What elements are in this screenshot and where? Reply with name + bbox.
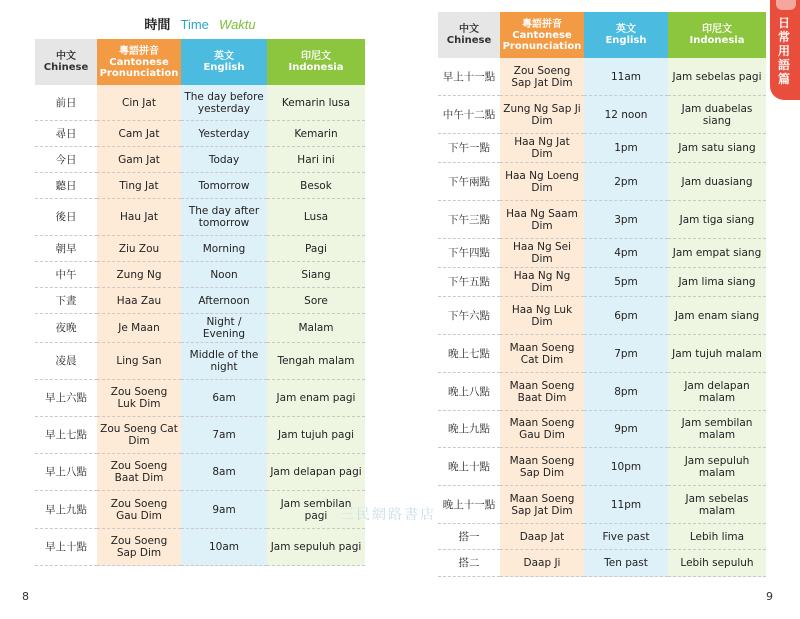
chinese-cell: 今日 — [35, 147, 97, 173]
section-title — [35, 14, 365, 33]
indonesia-cell: Lebih lima — [668, 524, 766, 550]
cantonese-cell: Zung Ng Sap Ji Dim — [500, 96, 584, 134]
chinese-cell: 下晝 — [35, 288, 97, 314]
cantonese-cell: Zou Soeng Gau Dim — [97, 491, 181, 529]
chinese-cell: 下午五點 — [438, 268, 500, 297]
table-row — [438, 297, 766, 335]
table-row — [438, 373, 766, 411]
english-cell: 10pm — [584, 448, 668, 486]
header-sublabel: Indonesia — [689, 35, 745, 46]
cantonese-cell: Zung Ng — [97, 262, 181, 288]
table-row — [438, 411, 766, 448]
table-row — [35, 85, 365, 121]
table-row — [35, 380, 365, 417]
header-english — [181, 39, 267, 85]
cantonese-cell: Zou Soeng Luk Dim — [97, 380, 181, 417]
table-row — [438, 58, 766, 96]
indonesia-cell: Jam lima siang — [668, 268, 766, 297]
cantonese-cell: Gam Jat — [97, 147, 181, 173]
chinese-cell: 尋日 — [35, 121, 97, 147]
indonesia-cell: Jam enam pagi — [267, 380, 365, 417]
indonesia-cell: Jam sepuluh pagi — [267, 529, 365, 566]
chinese-cell: 早上十一點 — [438, 58, 500, 96]
side-tab-cap — [776, 0, 796, 10]
table-row — [438, 163, 766, 201]
chinese-cell: 前日 — [35, 85, 97, 121]
chinese-cell: 下午六點 — [438, 297, 500, 335]
chinese-cell: 晚上十一點 — [438, 486, 500, 524]
table-row — [35, 491, 365, 529]
english-cell: 6am — [181, 380, 267, 417]
indonesia-cell: Jam empat siang — [668, 239, 766, 268]
chinese-cell: 早上九點 — [35, 491, 97, 529]
english-cell: Tomorrow — [181, 173, 267, 199]
table-row — [438, 335, 766, 373]
chinese-cell: 夜晚 — [35, 314, 97, 343]
english-cell: 7am — [181, 417, 267, 454]
header-label: 印尼文 — [702, 24, 732, 35]
table-row — [438, 524, 766, 550]
indonesia-cell: Lusa — [267, 199, 365, 236]
table-row — [35, 343, 365, 380]
cantonese-cell: Zou Soeng Sap Dim — [97, 529, 181, 566]
table-body — [35, 85, 365, 566]
english-cell: Middle of the night — [181, 343, 267, 380]
cantonese-cell: Maan Soeng Gau Dim — [500, 411, 584, 448]
table-row — [438, 96, 766, 134]
cantonese-cell: Ling San — [97, 343, 181, 380]
indonesia-cell: Jam enam siang — [668, 297, 766, 335]
chinese-cell: 下午四點 — [438, 239, 500, 268]
indonesia-cell: Jam satu siang — [668, 134, 766, 163]
indonesia-cell: Sore — [267, 288, 365, 314]
cantonese-cell: Ziu Zou — [97, 236, 181, 262]
english-cell: 2pm — [584, 163, 668, 201]
header-indonesia — [668, 12, 766, 58]
indonesia-cell: Jam sebelas malam — [668, 486, 766, 524]
english-cell: Yesterday — [181, 121, 267, 147]
indonesia-cell: Siang — [267, 262, 365, 288]
header-cantonese — [500, 12, 584, 58]
table-row — [438, 448, 766, 486]
header-sublabel: English — [203, 62, 245, 73]
header-label: 英文 — [214, 51, 234, 62]
table-header — [35, 39, 365, 85]
indonesia-cell: Kemarin — [267, 121, 365, 147]
cantonese-cell: Haa Ng Luk Dim — [500, 297, 584, 335]
table-row — [35, 121, 365, 147]
vocabulary-table-right — [438, 12, 766, 577]
english-cell: Night / Evening — [181, 314, 267, 343]
table-row — [35, 236, 365, 262]
chinese-cell: 晚上九點 — [438, 411, 500, 448]
english-cell: The day after tomorrow — [181, 199, 267, 236]
cantonese-cell: Haa Ng Jat Dim — [500, 134, 584, 163]
header-sublabel: Chinese — [446, 35, 492, 46]
cantonese-cell: Haa Ng Sei Dim — [500, 239, 584, 268]
table-row — [35, 314, 365, 343]
chinese-cell: 搭一 — [438, 524, 500, 550]
indonesia-cell: Lebih sepuluh — [668, 550, 766, 577]
english-cell: 11pm — [584, 486, 668, 524]
cantonese-cell: Maan Soeng Baat Dim — [500, 373, 584, 411]
indonesia-cell: Kemarin lusa — [267, 85, 365, 121]
header-label: 英文 — [616, 24, 636, 35]
indonesia-cell: Pagi — [267, 236, 365, 262]
indonesia-cell: Jam tiga siang — [668, 201, 766, 239]
title-english: Time — [180, 17, 209, 32]
table-body — [438, 58, 766, 577]
english-cell: Noon — [181, 262, 267, 288]
header-chinese — [35, 39, 97, 85]
header-label: 粵語拼音 — [522, 18, 562, 30]
cantonese-cell: Zou Soeng Baat Dim — [97, 454, 181, 491]
english-cell: 5pm — [584, 268, 668, 297]
english-cell: 7pm — [584, 335, 668, 373]
chinese-cell: 晚上十點 — [438, 448, 500, 486]
table-row — [35, 417, 365, 454]
cantonese-cell: Zou Soeng Cat Dim — [97, 417, 181, 454]
cantonese-cell: Haa Ng Loeng Dim — [500, 163, 584, 201]
header-sublabel: English — [605, 35, 647, 46]
indonesia-cell: Besok — [267, 173, 365, 199]
indonesia-cell: Hari ini — [267, 147, 365, 173]
chinese-cell: 晚上八點 — [438, 373, 500, 411]
cantonese-cell: Daap Ji — [500, 550, 584, 577]
header-sublabel: Indonesia — [288, 62, 344, 73]
cantonese-cell: Je Maan — [97, 314, 181, 343]
indonesia-cell: Jam duabelas siang — [668, 96, 766, 134]
chinese-cell: 下午三點 — [438, 201, 500, 239]
table-row — [438, 550, 766, 577]
indonesia-cell: Malam — [267, 314, 365, 343]
english-cell: Today — [181, 147, 267, 173]
english-cell: Ten past — [584, 550, 668, 577]
indonesia-cell: Jam sembilan pagi — [267, 491, 365, 529]
english-cell: The day before yesterday — [181, 85, 267, 121]
cantonese-cell: Maan Soeng Sap Jat Dim — [500, 486, 584, 524]
cantonese-cell: Cam Jat — [97, 121, 181, 147]
header-label: 粵語拼音 — [119, 45, 159, 57]
cantonese-cell: Haa Ng Ng Dim — [500, 268, 584, 297]
table-row — [35, 454, 365, 491]
header-english — [584, 12, 668, 58]
chinese-cell: 下午一點 — [438, 134, 500, 163]
cantonese-cell: Maan Soeng Sap Dim — [500, 448, 584, 486]
table-row — [438, 268, 766, 297]
english-cell: 11am — [584, 58, 668, 96]
cantonese-cell: Daap Jat — [500, 524, 584, 550]
table-row — [438, 134, 766, 163]
indonesia-cell: Tengah malam — [267, 343, 365, 380]
header-sublabel: Chinese — [43, 62, 89, 73]
table-row — [438, 201, 766, 239]
english-cell: 12 noon — [584, 96, 668, 134]
indonesia-cell: Jam delapan malam — [668, 373, 766, 411]
chinese-cell: 晚上七點 — [438, 335, 500, 373]
cantonese-cell: Ting Jat — [97, 173, 181, 199]
table-row — [438, 239, 766, 268]
english-cell: 8am — [181, 454, 267, 491]
table-row — [35, 262, 365, 288]
table-header — [438, 12, 766, 58]
chinese-cell: 凌晨 — [35, 343, 97, 380]
cantonese-cell: Haa Zau — [97, 288, 181, 314]
english-cell: 3pm — [584, 201, 668, 239]
english-cell: Afternoon — [181, 288, 267, 314]
english-cell: 9am — [181, 491, 267, 529]
chinese-cell: 中午 — [35, 262, 97, 288]
vocabulary-table-left — [35, 39, 365, 566]
header-sublabel: Cantonese Pronunciation — [99, 56, 179, 79]
header-label: 中文 — [459, 24, 479, 35]
english-cell: 8pm — [584, 373, 668, 411]
header-label: 中文 — [56, 51, 76, 62]
table-row — [35, 147, 365, 173]
section-side-tab[interactable] — [770, 0, 800, 100]
chinese-cell: 早上六點 — [35, 380, 97, 417]
chinese-cell: 聽日 — [35, 173, 97, 199]
english-cell: 1pm — [584, 134, 668, 163]
watermark-text: 三民網路書店 — [340, 507, 436, 523]
side-tab-label: 日常用語篇 — [778, 16, 791, 86]
english-cell: 6pm — [584, 297, 668, 335]
cantonese-cell: Hau Jat — [97, 199, 181, 236]
title-indonesian: Waktu — [219, 17, 256, 32]
chinese-cell: 搭二 — [438, 550, 500, 577]
chinese-cell: 早上八點 — [35, 454, 97, 491]
indonesia-cell: Jam delapan pagi — [267, 454, 365, 491]
right-page — [400, 0, 800, 619]
chinese-cell: 早上七點 — [35, 417, 97, 454]
indonesia-cell: Jam sebelas pagi — [668, 58, 766, 96]
chinese-cell: 後日 — [35, 199, 97, 236]
indonesia-cell: Jam tujuh pagi — [267, 417, 365, 454]
indonesia-cell: Jam sepuluh malam — [668, 448, 766, 486]
indonesia-cell: Jam tujuh malam — [668, 335, 766, 373]
table-row — [35, 199, 365, 236]
header-sublabel: Cantonese Pronunciation — [502, 29, 582, 52]
title-chinese: 時間 — [144, 18, 171, 33]
header-indonesia — [267, 39, 365, 85]
table-row — [438, 486, 766, 524]
header-chinese — [438, 12, 500, 58]
cantonese-cell: Zou Soeng Sap Jat Dim — [500, 58, 584, 96]
cantonese-cell: Maan Soeng Cat Dim — [500, 335, 584, 373]
page-number: 9 — [766, 590, 773, 603]
table-row — [35, 173, 365, 199]
table-row — [35, 529, 365, 566]
english-cell: 10am — [181, 529, 267, 566]
english-cell: Morning — [181, 236, 267, 262]
table-row — [35, 288, 365, 314]
header-cantonese — [97, 39, 181, 85]
indonesia-cell: Jam sembilan malam — [668, 411, 766, 448]
page-number: 8 — [22, 590, 29, 603]
cantonese-cell: Cin Jat — [97, 85, 181, 121]
chinese-cell: 下午兩點 — [438, 163, 500, 201]
indonesia-cell: Jam duasiang — [668, 163, 766, 201]
english-cell: 9pm — [584, 411, 668, 448]
chinese-cell: 朝早 — [35, 236, 97, 262]
chinese-cell: 早上十點 — [35, 529, 97, 566]
chinese-cell: 中午十二點 — [438, 96, 500, 134]
header-label: 印尼文 — [301, 51, 331, 62]
cantonese-cell: Haa Ng Saam Dim — [500, 201, 584, 239]
english-cell: 4pm — [584, 239, 668, 268]
english-cell: Five past — [584, 524, 668, 550]
